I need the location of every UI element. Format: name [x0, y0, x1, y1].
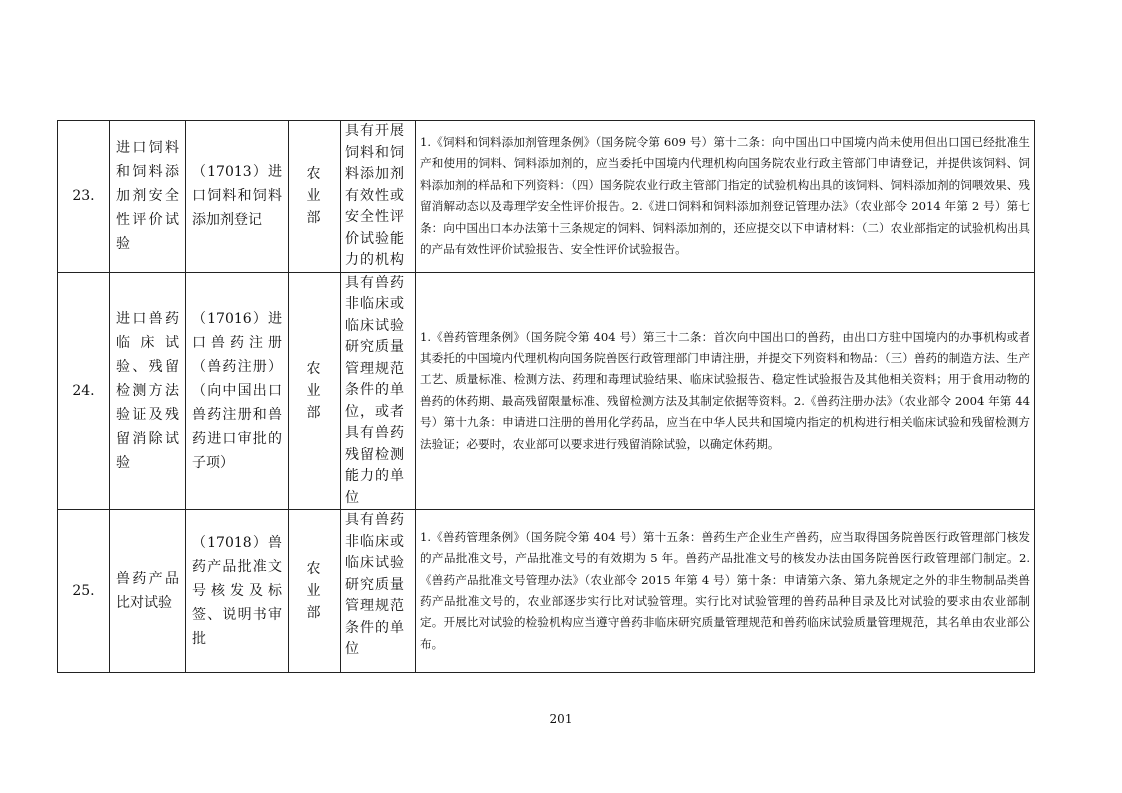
table-row: [58, 272, 1035, 510]
approval-item: （17013）进口饲料和饲料添加剂登记: [186, 121, 289, 273]
department: 农 业 部: [289, 510, 341, 673]
row-number: 25.: [58, 510, 110, 673]
legal-basis: 1.《兽药管理条例》（国务院令第 404 号）第十五条：兽药生产企业生产兽药，应当取得国务院兽医行政管理部门核发的产品批准文号，产品批准文号的有效期为 5 年。兽药产品批准文号的核发办法由国务院兽医行政管理部门制定。2.《兽药产品批准文号管理办法》（农业部令 2015 年第 4 号）第十条：申请第六条、第九条规定之外的非生物制品类兽药产品批准文号的，农业部逐步实行比对试验管理。实行比对试验管理的兽药品种目录及比对试验的要求由农业部制定。开展比对试验的检验机构应当遵守兽药非临床研究质量管理规范和兽药临床试验质量管理规范，其名单由农业部公布。: [416, 510, 1035, 673]
item-name: 进口兽药临床试验、残留检测方法验证及残留消除试验: [110, 272, 186, 510]
legal-basis: 1.《饲料和饲料添加剂管理条例》（国务院令第 609 号）第十二条：向中国出口中国境内尚未使用但出口国已经批准生产和使用的饲料、饲料添加剂的，应当委托中国境内代理机构向国务院农业行政主管部门申请登记，并提供该饲料、饲料添加剂的样品和下列资料：（四）国务院农业行政主管部门指定的试验机构出具的该饲料、饲料添加剂的饲喂效果、残留消解动态以及毒理学安全性评价报告。2.《进口饲料和饲料添加剂登记管理办法》（农业部令 2014 年第 2 号）第七条：向中国出口本办法第十三条规定的饲料、饲料添加剂的，还应提交以下申请材料：（二）农业部指定的试验机构出具的产品有效性评价试验报告、安全性评价试验报告。: [416, 121, 1035, 273]
item-name: 进口饲料和饲料添加剂安全性评价试验: [110, 121, 186, 273]
qualification: 具有开展饲料和饲料添加剂有效性或安全性评价试验能力的机构: [341, 121, 416, 273]
approval-item: （17016）进口兽药注册（兽药注册）（向中国出口兽药注册和兽药进口审批的子项）: [186, 272, 289, 510]
legal-basis: 1.《兽药管理条例》（国务院令第 404 号）第三十二条：首次向中国出口的兽药，由出口方驻中国境内的办事机构或者其委托的中国境内代理机构向国务院兽医行政管理部门申请注册，并提交下列资料和物品：（三）兽药的制造方法、生产工艺、质量标准、检测方法、药理和毒理试验结果、临床试验报告、稳定性试验报告及其他相关资料；用于食用动物的兽药的休药期、最高残留限量标准、残留检测方法及其制定依据等资料。2.《兽药注册办法》（农业部令 2004 年第 44 号）第十九条：申请进口注册的兽用化学药品，应当在中华人民共和国境内指定的机构进行相关临床试验和残留检测方法验证；必要时，农业部可以要求进行残留消除试验，以确定休药期。: [416, 272, 1035, 510]
table-row: [58, 510, 1035, 673]
approval-item: （17018）兽药产品批准文号核发及标签、说明书审批: [186, 510, 289, 673]
department: 农 业 部: [289, 272, 341, 510]
page-number: 201: [549, 712, 573, 726]
department: 农 业 部: [289, 121, 341, 273]
item-name: 兽药产品比对试验: [110, 510, 186, 673]
row-number: 24.: [58, 272, 110, 510]
row-number: 23.: [58, 121, 110, 273]
certification-table: [57, 120, 1035, 673]
qualification: 具有兽药非临床或临床试验研究质量管理规范条件的单位: [341, 510, 416, 673]
qualification: 具有兽药非临床或临床试验研究质量管理规范条件的单位，或者具有兽药残留检测能力的单位: [341, 272, 416, 510]
table-row: [58, 121, 1035, 273]
